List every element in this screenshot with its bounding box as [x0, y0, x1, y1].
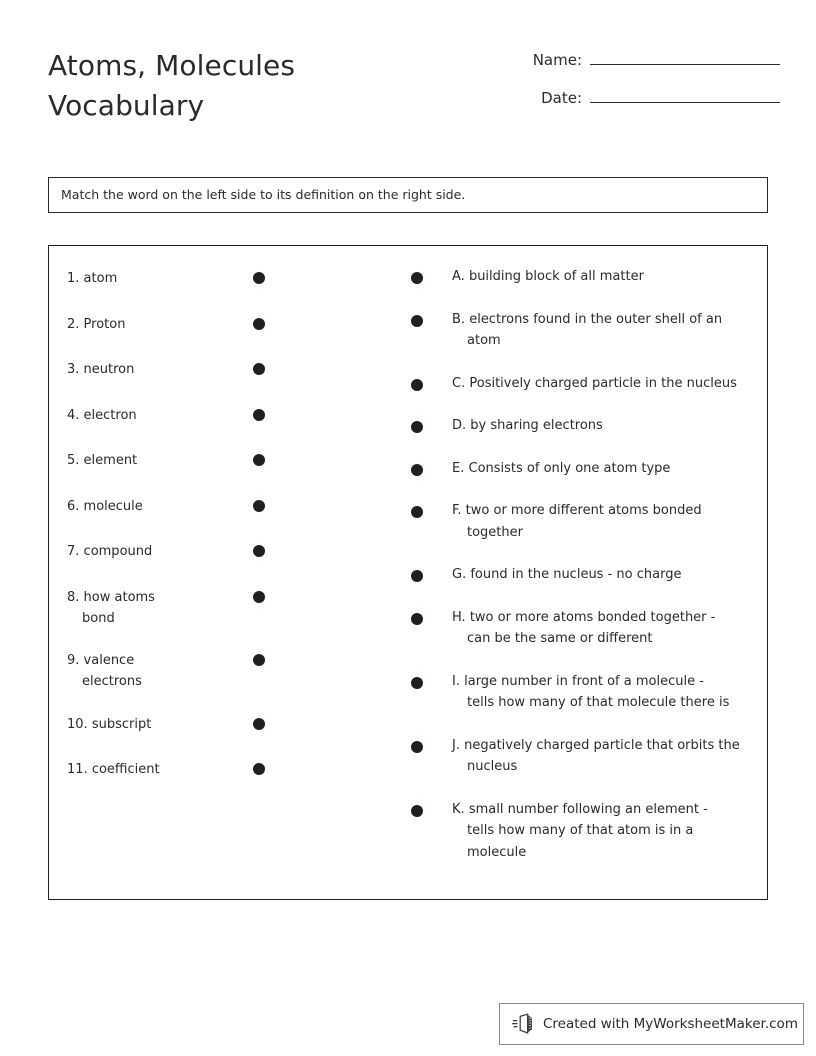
term-match-dot-holder [229, 539, 275, 557]
term-label: coefficient [91, 762, 160, 777]
definition-text [452, 564, 754, 586]
definition-match-dot[interactable] [411, 506, 423, 518]
page-title-line-1: Atoms, Molecules [48, 49, 296, 82]
definition-text [452, 671, 754, 714]
definition-match-dot[interactable] [411, 677, 423, 689]
definition-text [452, 415, 754, 437]
term-text [63, 266, 229, 289]
definition-text [452, 607, 754, 650]
term-match-dot[interactable] [253, 363, 265, 375]
date-input-line[interactable] [590, 86, 780, 103]
term-match-dot-holder [229, 357, 275, 375]
term-row[interactable] [63, 448, 275, 474]
definition-line-1: Positively charged particle in the nucleus [469, 375, 737, 391]
term-label: molecule [83, 498, 143, 514]
definition-letter: K. [452, 801, 465, 817]
definition-line-1: two or more different atoms bonded [465, 503, 702, 518]
definition-match-dot[interactable] [411, 379, 423, 391]
matching-exercise-box [48, 245, 768, 900]
definition-letter: G. [452, 567, 467, 582]
date-label: Date: [541, 89, 582, 107]
definition-letter: J. [452, 737, 460, 753]
definition-row[interactable] [404, 607, 754, 650]
definition-match-dot-holder [404, 607, 452, 625]
definition-match-dot-holder [404, 671, 452, 689]
term-row[interactable] [63, 757, 275, 783]
definition-match-dot[interactable] [411, 272, 423, 284]
definition-letter: I. [452, 673, 460, 689]
term-label: how atoms [83, 589, 155, 605]
term-text [63, 494, 229, 517]
page-header [0, 0, 816, 150]
definition-match-dot-holder [404, 500, 452, 518]
term-match-dot[interactable] [253, 545, 265, 557]
definition-line-1: by sharing electrons [470, 418, 603, 433]
definition-text [452, 373, 754, 395]
term-row[interactable] [63, 539, 275, 565]
definition-text [452, 735, 754, 778]
term-number: 1. [67, 271, 80, 286]
definition-line-2: tells how many of that molecule there is [467, 695, 730, 710]
term-label: subscript [91, 716, 152, 732]
definition-text [452, 500, 754, 543]
name-input-line[interactable] [590, 48, 780, 65]
term-row[interactable] [63, 494, 275, 520]
definition-match-dot-holder [404, 415, 452, 433]
term-row[interactable] [63, 312, 275, 338]
definition-match-dot-holder [404, 564, 452, 582]
definition-row[interactable] [404, 373, 754, 395]
terms-column [63, 266, 275, 803]
term-text [63, 312, 229, 335]
definition-letter: C. [452, 375, 466, 391]
name-date-block [500, 48, 780, 124]
definition-match-dot[interactable] [411, 464, 423, 476]
definition-match-dot-holder [404, 373, 452, 391]
term-number: 8. [67, 589, 80, 605]
footer-attribution-badge[interactable] [499, 1003, 804, 1045]
term-number: 11. [67, 762, 88, 777]
definition-match-dot[interactable] [411, 315, 423, 327]
term-number: 2. [67, 316, 80, 332]
term-text [63, 648, 229, 692]
term-match-dot-holder [229, 448, 275, 466]
definition-row[interactable] [404, 458, 754, 480]
definition-line-1: found in the nucleus - no charge [470, 567, 682, 582]
definition-line-1: small number following an element - [468, 801, 708, 817]
term-label: compound [83, 544, 153, 559]
definition-row[interactable] [404, 671, 754, 714]
matching-columns [49, 246, 767, 899]
term-text [63, 448, 229, 471]
term-match-dot[interactable] [253, 591, 265, 603]
definition-match-dot-holder [404, 309, 452, 327]
term-match-dot-holder [229, 712, 275, 730]
definition-row[interactable] [404, 564, 754, 586]
date-field-row [500, 86, 780, 124]
definition-match-dot-holder [404, 799, 452, 817]
definition-line-2: together [467, 524, 523, 540]
term-match-dot[interactable] [253, 763, 265, 775]
definition-match-dot[interactable] [411, 613, 423, 625]
term-row[interactable] [63, 403, 275, 429]
definition-line-1: Consists of only one atom type [468, 460, 671, 476]
definition-row[interactable] [404, 266, 754, 288]
worksheet-maker-logo-icon [512, 1012, 536, 1036]
term-number: 5. [67, 453, 80, 468]
definition-line-1: two or more atoms bonded together - [469, 609, 716, 625]
term-text [63, 757, 229, 780]
page-title-line-2: Vocabulary [48, 89, 205, 122]
term-label: element [83, 453, 138, 468]
term-match-dot[interactable] [253, 272, 265, 284]
term-row[interactable] [63, 357, 275, 383]
definition-letter: D. [452, 418, 467, 433]
term-match-dot-holder [229, 648, 275, 666]
instructions-box [48, 177, 768, 213]
definition-letter: B. [452, 311, 466, 327]
term-match-dot[interactable] [253, 654, 265, 666]
term-text [63, 357, 229, 380]
term-match-dot[interactable] [253, 454, 265, 466]
definition-match-dot-holder [404, 266, 452, 284]
term-match-dot-holder [229, 266, 275, 284]
term-match-dot[interactable] [253, 409, 265, 421]
term-match-dot-holder [229, 757, 275, 775]
definition-letter: F. [452, 503, 462, 518]
footer-attribution-text: Created with MyWorksheetMaker.com [543, 1016, 798, 1032]
definition-row[interactable] [404, 799, 754, 864]
definition-line-2: atom [467, 333, 501, 348]
definition-line-2: tells how many of that atom is in a [467, 823, 694, 838]
term-row[interactable] [63, 266, 275, 292]
term-label: valence [83, 653, 135, 668]
definition-letter: A. [452, 269, 465, 284]
definition-line-3: molecule [467, 844, 527, 860]
term-match-dot[interactable] [253, 318, 265, 330]
term-text [63, 712, 229, 735]
term-match-dot-holder [229, 494, 275, 512]
term-text [63, 585, 229, 629]
term-row[interactable] [63, 712, 275, 738]
term-row[interactable] [63, 585, 275, 629]
definition-line-1: building block of all matter [468, 269, 644, 284]
term-match-dot-holder [229, 585, 275, 603]
term-number: 9. [67, 653, 80, 668]
definition-match-dot-holder [404, 735, 452, 753]
term-number: 3. [67, 362, 80, 377]
definition-match-dot[interactable] [411, 741, 423, 753]
name-label: Name: [532, 51, 582, 69]
definition-match-dot[interactable] [411, 421, 423, 433]
term-label: Proton [83, 316, 126, 332]
definition-match-dot[interactable] [411, 570, 423, 582]
name-field-row [500, 48, 780, 86]
definition-text [452, 799, 754, 864]
definition-letter: E. [452, 460, 465, 476]
instructions-text: Match the word on the left side to its definition on the right side. [61, 187, 466, 202]
definition-row[interactable] [404, 309, 754, 352]
term-label: neutron [83, 362, 135, 377]
page-title [48, 46, 448, 126]
term-label: electron [83, 407, 137, 423]
definition-match-dot-holder [404, 458, 452, 476]
term-number: 6. [67, 498, 80, 514]
definition-text [452, 309, 754, 352]
definition-row[interactable] [404, 500, 754, 543]
term-match-dot-holder [229, 312, 275, 330]
term-label-wrap: bond [82, 610, 115, 626]
definition-letter: H. [452, 609, 466, 625]
term-row[interactable] [63, 648, 275, 692]
term-label-wrap: electrons [82, 674, 142, 689]
term-match-dot[interactable] [253, 718, 265, 730]
definition-text [452, 266, 754, 288]
term-match-dot[interactable] [253, 500, 265, 512]
definition-line-1: large number in front of a molecule - [464, 673, 704, 689]
term-label: atom [83, 271, 118, 286]
term-number: 7. [67, 544, 80, 559]
definition-line-2: nucleus [467, 759, 518, 774]
term-text [63, 403, 229, 426]
term-number: 10. [67, 716, 88, 732]
definitions-column [404, 266, 754, 884]
term-match-dot-holder [229, 403, 275, 421]
term-text [63, 539, 229, 562]
definition-match-dot[interactable] [411, 805, 423, 817]
definition-text [452, 458, 754, 480]
definition-line-1: negatively charged particle that orbits the [464, 737, 740, 753]
definition-line-1: electrons found in the outer shell of an [469, 311, 723, 327]
term-number: 4. [67, 407, 80, 423]
definition-line-2: can be the same or different [467, 631, 653, 646]
definition-row[interactable] [404, 735, 754, 778]
definition-row[interactable] [404, 415, 754, 437]
